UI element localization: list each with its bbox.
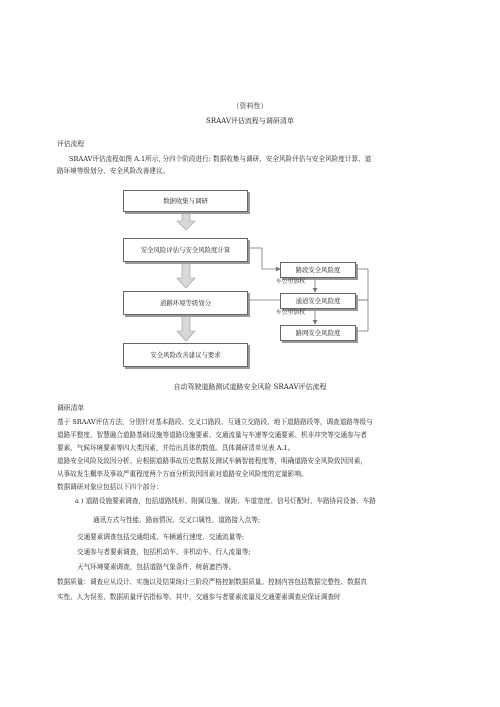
process-paragraph-line-2: 路环境等级划分、安全风险改善建议。 bbox=[57, 167, 170, 175]
sub-line-3: 天气环境要素调查，包括道路气象条件、树荫遮挡等。 bbox=[77, 563, 236, 571]
flow-step-label: 数据收集与调研 bbox=[163, 197, 208, 205]
down-arrow-3 bbox=[177, 316, 195, 341]
side-box-label: 路网安全风险度 bbox=[295, 329, 341, 337]
side-box-network-risk bbox=[280, 325, 356, 341]
weight-tag-2: 车公里加权 bbox=[276, 310, 305, 316]
flow-step-risk-assessment bbox=[123, 238, 248, 262]
item-a-line-1: a ) 道路设施要素调查，包括道路线形、附属设施、视距、车道宽度、信号灯配时、车路协同设备、车路 bbox=[75, 497, 376, 505]
flow-step-label: 安全风险改善建议与要求 bbox=[150, 351, 221, 359]
checklist-line-5: 从事故发生概率及事故严重程度两个方面分析致因因素对道路安全风险度的定量影响。 bbox=[57, 470, 308, 478]
section-heading-process: 评估流程 bbox=[57, 140, 85, 148]
appendix-title: SRAAV评估流程与调研清单 bbox=[206, 117, 294, 125]
flow-step-label: 道路环境等级划分 bbox=[159, 299, 212, 307]
tail-line-1: 数据质量：调查应从设计、实施以及结果统计三阶段严格控制数据质量。控制内容包括数据完整性、数据真 bbox=[57, 578, 367, 586]
flow-step-label: 安全风险评估与安全风险度计算 bbox=[140, 246, 231, 254]
checklist-line-4: 道路安全风险及致因分析。应根据道路事故历史数据及测试车辆智能程度等，明确道路安全风险致因因素， bbox=[57, 457, 367, 465]
down-arrow-2 bbox=[177, 262, 195, 288]
flow-step-improvement bbox=[123, 343, 248, 367]
process-paragraph-line-1: SRAAV评估流程如图 A.1所示, 分四个阶段进行: 数据收集与调研、安全风险评估与安全风险度计算、道 bbox=[69, 155, 372, 163]
checklist-line-6: 数据调研对象应包括以下四个部分： bbox=[57, 483, 163, 491]
tail-line-2: 实性、人为误差、数据质量评估指标等。其中，交通参与者要素流量及交通要素调查应保证调查时 bbox=[57, 593, 341, 601]
side-box-segment-risk bbox=[280, 262, 356, 278]
side-box-corridor-risk bbox=[280, 293, 356, 309]
checklist-line-3: 要素、气候环境要素等四大类因素，并给出具体的数值。具体调研清单见表 A.1。 bbox=[57, 444, 295, 452]
section-heading-checklist: 调研清单 bbox=[57, 404, 85, 412]
flow-step-environment-grading bbox=[123, 291, 248, 315]
down-arrow-1 bbox=[177, 212, 195, 230]
flow-step-data-collection bbox=[123, 190, 248, 212]
appendix-label: （资料性） bbox=[232, 102, 268, 110]
weight-tag-1: 车公里加权 bbox=[276, 279, 305, 285]
sub-line-1: 交通要素调查包括交通组成、车辆通行速度、交通流量等; bbox=[77, 533, 245, 541]
side-box-label: 通道安全风险度 bbox=[295, 297, 341, 305]
checklist-line-2: 道路平整度、智慧融合道路基础设施等道路设施要素、交通流量与车速等交通要素、机非冲突等交通参与者 bbox=[57, 431, 367, 439]
item-a-line-2: 通讯方式与性能、路面情况、交叉口属性、道路接入点等; bbox=[93, 516, 261, 524]
checklist-line-1: 基于 SRAAV评估方法，分别针对基本路段、交叉口路段、互通立交路段、地下道路路段等，调查道路等级与 bbox=[57, 418, 373, 426]
figure-caption: 自动驾驶道路测试道路安全风险 SRAAV评估流程 bbox=[173, 383, 327, 391]
sub-line-2: 交通参与者要素调查，包括机动车、非机动车、行人流量等; bbox=[77, 548, 251, 556]
side-box-label: 路段安全风险度 bbox=[295, 266, 341, 274]
